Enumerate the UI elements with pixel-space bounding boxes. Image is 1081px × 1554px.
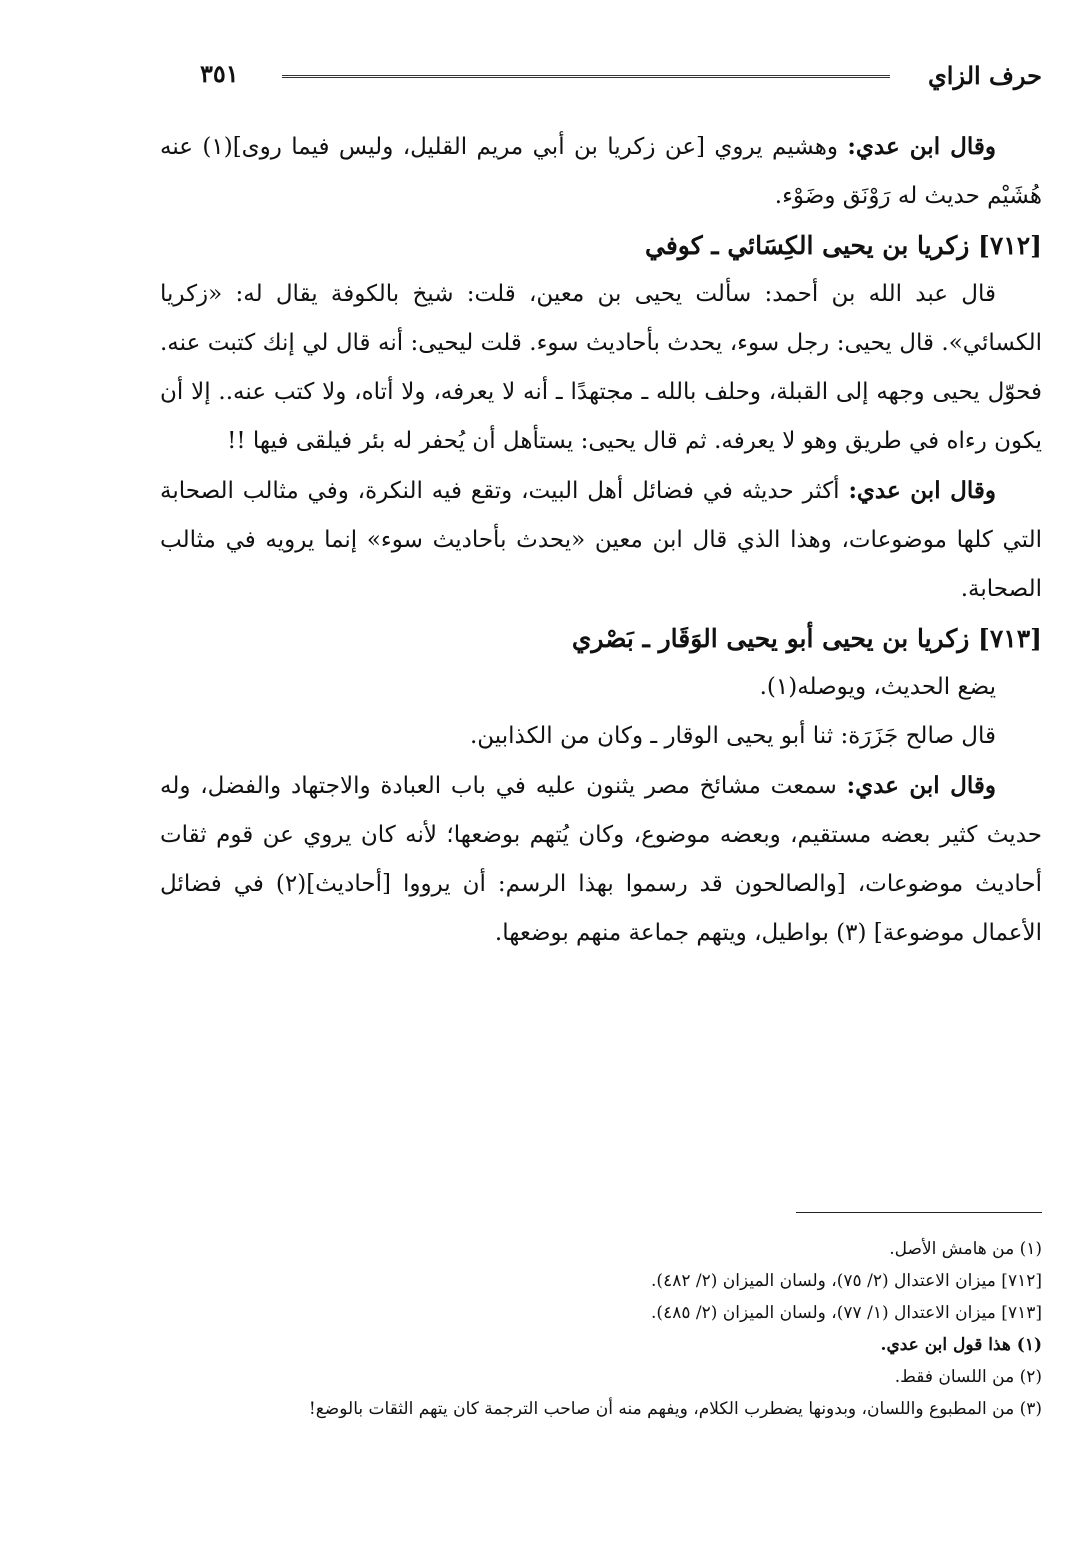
paragraph-text: وهشيم يروي [عن زكريا بن أبي مريم القليل، وليس فيما روى](١) عنه هُشَيْم حديث له رَوْنَق وضَوْء. xyxy=(160,134,1042,209)
page-number: ٣٥١ xyxy=(200,59,239,88)
paragraph-text: سمعت مشائخ مصر يثنون عليه في باب العبادة والاجتهاد والفضل، وله حديث كثير بعضه مستقيم، وبعضه موضوع، وكان يُتهم بوضعها؛ لأنه كان يروي عن قوم ثقات أحاديث موضوعات، [والصالحون قد رسموا بهذا الرسم: أن يرووا [أحاديث](٢) في فضائل الأعمال موضوعة] (٣) بواطيل، ويتهم جماعة منهم بوضعها. xyxy=(160,773,1043,946)
paragraph-ibn-adi-3 xyxy=(160,761,1042,958)
footnotes xyxy=(150,1233,1042,1425)
paragraph-ibn-adi-1 xyxy=(160,122,1042,221)
paragraph-lead: وقال ابن عدي: xyxy=(847,133,996,160)
chapter-title: حرف الزاي xyxy=(928,61,1042,90)
footnote-1: (١) من هامش الأصل. xyxy=(889,1239,1042,1259)
body-text xyxy=(160,122,1042,958)
header-rule xyxy=(282,75,890,78)
footnote-2: (٢) من اللسان فقط. xyxy=(894,1367,1042,1387)
footnote-3: (٣) من المطبوع واللسان، وبدونها يضطرب الكلام، ويفهم منه أن صاحب الترجمة كان يتهم الثقات بالوضع! xyxy=(308,1399,1042,1419)
footnote-1b: (١) هذا قول ابن عدي. xyxy=(880,1335,1042,1355)
paragraph-ibn-adi-2 xyxy=(160,466,1042,614)
paragraph-lead: وقال ابن عدي: xyxy=(848,477,996,504)
paragraph-yada: يضع الحديث، ويوصله(١). xyxy=(759,674,996,700)
paragraph-abdullah: قال عبد الله بن أحمد: سألت يحيى بن معين، قلت: شيخ بالكوفة يقال له: «زكريا الكسائي». قال يحيى: رجل سوء، يحدث بأحاديث سوء. قلت ليحيى: أنه قال لي إنك كتبت عنه. فحوّل يحيى وجهه إلى القبلة، وحلف بالله ـ مجتهدًا ـ أنه لا يعرفه، ولا أتاه، ولا كتب عنه.. إلا أن يكون رءاه في طريق وهو لا يعرفه. ثم قال يحيى: يستأهل أن يُحفر له بئر فيلقى فيها !! xyxy=(160,281,1042,454)
paragraph-saleh: قال صالح جَزَرَة: ثنا أبو يحيى الوقار ـ وكان من الكذابين. xyxy=(469,723,996,749)
footnote-rule xyxy=(796,1212,1042,1213)
footnote-713: [٧١٣] ميزان الاعتدال (١/ ٧٧)، ولسان الميزان (٢/ ٤٨٥). xyxy=(651,1303,1042,1323)
paragraph-lead: وقال ابن عدي: xyxy=(846,772,996,799)
page-header xyxy=(200,55,1042,95)
paragraph-text: أكثر حديثه في فضائل أهل البيت، وتقع فيه النكرة، وفي مثالب الصحابة التي كلها موضوعات، وهذا الذي قال ابن معين «يحدث بأحاديث سوء» إنما يرويه في مثالب الصحابة. xyxy=(160,478,1042,602)
entry-heading-712: [٧١٢] زكريا بن يحيى الكِسَائي ـ كوفي xyxy=(644,231,1042,260)
entry-heading-713: [٧١٣] زكريا بن يحيى أبو يحيى الوَقَار ـ بَصْري xyxy=(571,624,1042,653)
footnote-712: [٧١٢] ميزان الاعتدال (٢/ ٧٥)، ولسان الميزان (٢/ ٤٨٢). xyxy=(651,1271,1042,1291)
